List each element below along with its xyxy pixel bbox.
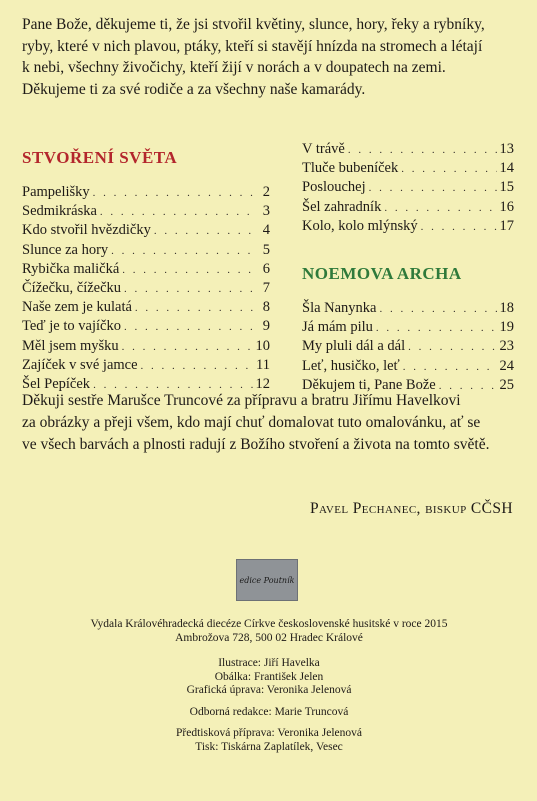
toc-entry-page: 11 [256,356,270,373]
toc-leader-dots [154,222,253,241]
toc-entry [22,241,270,260]
section-heading-stvoreni-sveta: STVOŘENÍ SVĚTA [22,148,178,167]
colophon-graphics: Grafická úprava: Veronika Jelenová [186,684,352,696]
toc-entry-page: 16 [499,198,514,215]
toc-entry-title: Zajíček v své jamce [22,356,138,373]
toc-entry-title: Šel Pepíček [22,375,91,392]
toc-entry-title: Děkujem ti, Pane Bože [302,376,436,393]
toc-leader-dots [100,203,253,222]
colophon [30,618,508,754]
colophon-print: Tisk: Tiskárna Zaplatílek, Vesec [195,740,343,753]
toc-entry [302,357,514,376]
toc-entry-title: Slunce za hory [22,241,109,258]
toc-entry-title: My pluli dál a dál [302,338,406,355]
toc-leader-dots [122,338,253,357]
toc-entry [302,318,514,337]
toc-leader-dots [124,318,253,337]
toc-entry [22,279,270,298]
colophon-address: Ambrožova 728, 500 02 Hradec Králové [175,631,363,644]
toc-entry [22,221,270,240]
toc-entry-page: 9 [262,318,270,335]
toc-entry-page: 2 [262,184,270,200]
toc-entry-page: 3 [262,203,270,220]
toc-entry-page: 24 [499,357,514,374]
toc-leader-dots [124,280,253,299]
toc-leader-dots [122,261,253,280]
publisher-logo [236,559,298,601]
toc-entry-title: Sedmikráska [22,203,97,220]
toc-entry-title: V trávě [302,141,345,157]
section-heading-noemova-archa: NOEMOVA ARCHA [302,263,462,283]
toc-entry [302,140,514,159]
toc-entry-page: 5 [262,241,270,258]
colophon-publisher: Vydala Královéhradecká diecéze Církve československé husitské v roce 2015 [90,618,448,630]
toc-leader-dots [141,357,253,376]
toc-entry [22,260,270,279]
toc-list [22,183,270,394]
toc-entry-page: 14 [499,160,514,177]
toc-entry-page: 7 [262,279,270,296]
toc-entry-title: Poslouchej [302,179,366,196]
colophon-prepress: Předtisková příprava: Veronika Jelenová [176,727,362,739]
toc-list [302,299,514,395]
colophon-illustrations: Ilustrace: Jiří Havelka [218,657,320,669]
intro-line: ryby, které v nich plavou, ptáky, kteří si stavějí hnízda na stromech a létají [22,37,483,55]
toc-entry-page: 23 [499,338,514,355]
intro-line: Děkujeme ti za své rodiče a za všechny naše kamarády. [22,80,366,98]
toc-leader-dots [369,179,497,198]
toc-entry [302,198,514,217]
toc-right-column [302,140,514,395]
signature: Pavel Pechanec, biskup CČSH [309,500,513,517]
toc-leader-dots [408,338,496,357]
toc-entry [302,337,514,356]
toc-entry-page: 4 [262,222,270,239]
toc-entry-page: 17 [499,217,514,234]
toc-entry-page: 10 [255,337,270,354]
colophon-editor: Odborná redakce: Marie Truncová [189,705,349,718]
toc-entry-title: Já mám pilu [302,319,373,336]
toc-entry-title: Teď je to vajíčko [22,318,121,335]
toc-leader-dots [376,319,497,338]
toc-entry-title: Tluče bubeníček [302,160,399,177]
toc-entry [22,202,270,221]
toc-entry-page: 18 [499,299,514,316]
toc-leader-dots [135,299,253,318]
toc-entry [22,183,270,202]
toc-entry [302,178,514,197]
toc-leader-dots [111,242,253,261]
thanks-line: Děkuji sestře Marušce Truncové za přípravu a bratru Jiřímu Havelkovi [22,392,461,409]
toc-list [302,140,514,236]
toc-entry-title: Šla Nanynka [302,299,377,316]
thanks-paragraph [22,390,520,456]
intro-paragraph [22,14,522,100]
toc-leader-dots [403,358,497,377]
toc-entry [22,356,270,375]
toc-entry-page: 12 [255,375,270,392]
toc-entry [302,299,514,318]
toc-leader-dots [380,300,497,319]
toc-entry-page: 6 [262,260,270,277]
toc-entry-page: 25 [499,376,514,393]
toc-leader-dots [384,199,496,218]
toc-entry-page: 13 [499,141,514,157]
toc-entry-title: Rybička maličká [22,260,120,277]
toc-entry [22,337,270,356]
intro-line: k nebi, všechny živočichy, kteří žijí v norách a v doupatech na zemi. [22,59,446,76]
toc-leader-dots [421,218,497,237]
toc-entry [302,217,514,236]
toc-entry-page: 8 [262,299,270,316]
toc-entry-title: Leť, husičko, leť [302,357,400,374]
toc-entry-title: Měl jsem myšku [22,337,119,354]
toc-leader-dots [401,160,496,179]
toc-left-column [22,140,270,394]
toc-entry-title: Kdo stvořil hvězdičky [22,222,151,239]
thanks-line: za obrázky a přeji všem, kdo mají chuť domalovat tuto omalovánku, ať se [22,414,481,431]
toc-entry [22,298,270,317]
toc-entry-page: 19 [499,319,514,336]
toc-entry-title: Pampelišky [22,184,90,200]
toc-entry-title: Kolo, kolo mlýnský [302,217,418,234]
logo-text: edice Poutník [239,575,295,585]
colophon-cover: Obálka: František Jelen [214,670,324,683]
toc-entry-title: Naše zem je kulatá [22,299,132,316]
toc-entry-title: Šel zahradník [302,198,382,215]
toc-entry-page: 15 [499,179,514,196]
toc-entry-title: Čížečku, čížečku [22,279,122,296]
toc-entry [22,317,270,336]
toc-entry [302,159,514,178]
intro-line: Pane Bože, děkujeme ti, že jsi stvořil květiny, slunce, hory, řeky a rybníky, [22,16,485,33]
toc-leader-dots [348,141,497,160]
toc-leader-dots [93,184,253,203]
thanks-line: ve všech barvách a plnosti radují z Božího stvoření a života na tomto světě. [22,436,490,453]
